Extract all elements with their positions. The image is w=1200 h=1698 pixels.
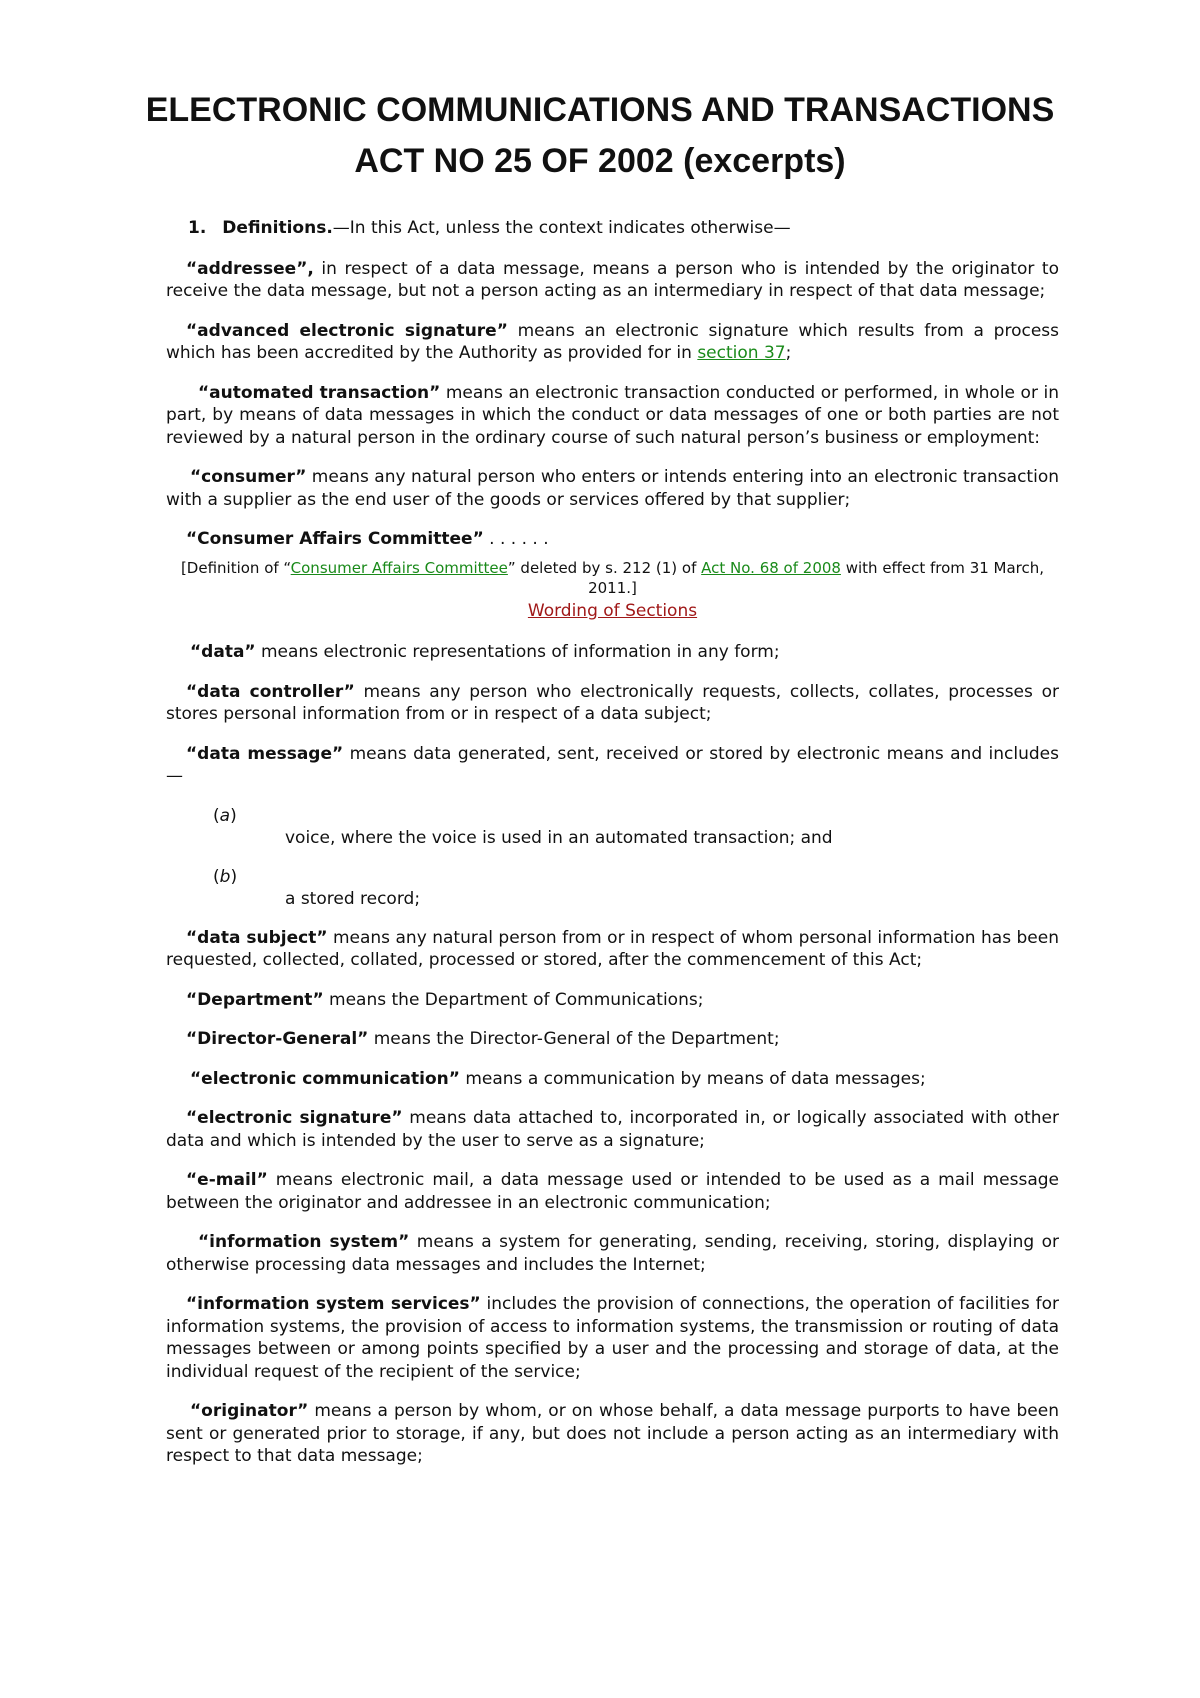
- definition-text: means the Department of Communications;: [323, 989, 704, 1010]
- definition-text: means an electronic transaction conducted or performed, in whole or in part, by means of data messages in which the conduct or data messages of one or both parties are not reviewed by a natural person in the ordinary course of such natural person’s business or employment:: [166, 382, 1059, 448]
- document-title: [0, 85, 1200, 187]
- term: “automated transaction”: [198, 382, 441, 403]
- term: “data subject”: [186, 927, 328, 948]
- note-open: [Definition of “: [180, 558, 291, 577]
- definition-text: means data generated, sent, received or stored by electronic means and includes—: [166, 743, 1059, 786]
- term: “data message”: [186, 743, 344, 764]
- definition-text: means electronic representations of information in any form;: [255, 642, 780, 662]
- definition-data-subject: [166, 927, 1059, 972]
- term: “e-mail”: [186, 1170, 268, 1190]
- wording-of-sections: [166, 600, 1059, 623]
- term: “Consumer Affairs Committee”: [186, 529, 484, 549]
- definition-text-end: ;: [785, 343, 792, 363]
- definition-text: means electronic mail, a data message used or intended to be used as a mail message between the originator and addressee in an electronic communication;: [166, 1170, 1059, 1213]
- term: “data controller”: [186, 681, 355, 702]
- list-item-label: (a): [213, 805, 237, 826]
- section-heading-text: Definitions.: [222, 218, 333, 238]
- section-intro: —In this Act, unless the context indicates otherwise—: [332, 218, 791, 238]
- section-number: 1.: [188, 218, 207, 238]
- definition-electronic-signature: [166, 1107, 1059, 1152]
- document-body: [166, 217, 1059, 1485]
- definition-text: includes the provision of connections, the operation of facilities for information systems, the provision of access to information systems, the transmission or routing of data messages between or among points specified by a user and the processing and storage of data, at the individual request of the recipient of the service;: [166, 1294, 1059, 1382]
- wording-of-sections-link[interactable]: Wording of Sections: [527, 600, 698, 621]
- definition-text: means data attached to, incorporated in, or logically associated with other data and which is intended by the user to serve as a signature;: [166, 1108, 1059, 1151]
- definition-director-general: [166, 1028, 1059, 1051]
- term: “electronic communication”: [190, 1068, 460, 1089]
- definition-data-message: [166, 743, 1059, 788]
- title-line-1: ELECTRONIC COMMUNICATIONS AND TRANSACTIONS: [145, 90, 1055, 129]
- list-item-text: voice, where the voice is used in an automated transaction; and: [285, 828, 833, 848]
- definition-text: means any person who electronically requests, collects, collates, processes or stores personal information from or in respect of a data subject;: [166, 681, 1059, 724]
- term: “data”: [190, 642, 256, 662]
- term: “advanced electronic signature”: [186, 320, 508, 341]
- definition-text: means the Director-General of the Department;: [368, 1029, 780, 1049]
- definition-originator: [166, 1400, 1059, 1468]
- term: “Director-General”: [186, 1029, 369, 1049]
- definition-data-controller: [166, 681, 1059, 726]
- definition-text: . . . . . .: [483, 529, 549, 549]
- act-68-of-2008-link[interactable]: Act No. 68 of 2008: [701, 558, 841, 577]
- definition-e-mail: [166, 1169, 1059, 1214]
- definition-text: means a communication by means of data messages;: [459, 1068, 926, 1089]
- definition-electronic-communication: [166, 1068, 1059, 1091]
- definition-data: [166, 641, 1059, 664]
- definition-addressee: [166, 258, 1059, 303]
- definition-consumer: [166, 466, 1059, 511]
- definition-text: means a system for generating, sending, receiving, storing, displaying or otherwise processing data messages and includes the Internet;: [166, 1232, 1059, 1275]
- definition-advanced-electronic-signature: [166, 320, 1059, 365]
- term: “consumer”: [190, 467, 307, 487]
- term: “information system”: [198, 1232, 410, 1252]
- consumer-affairs-committee-link[interactable]: Consumer Affairs Committee: [290, 558, 508, 577]
- term: “originator”: [190, 1401, 309, 1421]
- term: “information system services”: [186, 1294, 481, 1314]
- amendment-note: [166, 558, 1059, 598]
- term: “Department”: [186, 989, 324, 1010]
- definition-text: means an electronic signature which results from a process which has been accredited by the Authority as provided for in: [166, 320, 1059, 363]
- definition-text: in respect of a data message, means a person who is intended by the originator to receive the data message, but not a person acting as an intermediary in respect of that data message;: [166, 258, 1059, 301]
- definition-text: means a person by whom, or on whose behalf, a data message purports to have been sent or generated prior to storage, if any, but does not include a person acting as an intermediary with respect to that data message;: [166, 1401, 1059, 1466]
- definition-information-system: [166, 1231, 1059, 1276]
- list-item-text: a stored record;: [285, 889, 421, 909]
- note-mid: ” deleted by s. 212 (1) of: [507, 558, 702, 577]
- list-item-label: (b): [213, 866, 238, 887]
- section-heading: [166, 217, 1059, 240]
- title-line-2: ACT NO 25 OF 2002 (excerpts): [354, 141, 846, 180]
- definition-text: means any natural person who enters or intends entering into an electronic transaction with a supplier as the end user of the goods or services offered by that supplier;: [166, 467, 1059, 510]
- definition-department: [166, 989, 1059, 1012]
- section-37-link[interactable]: section 37: [697, 343, 786, 363]
- definition-automated-transaction: [166, 382, 1059, 450]
- definition-text: means any natural person from or in respect of whom personal information has been requested, collected, collated, processed or stored, after the commencement of this Act;: [166, 927, 1059, 970]
- note-close: with effect from 31 March, 2011.]: [588, 558, 1045, 597]
- definition-consumer-affairs-committee: [166, 528, 1059, 551]
- term: “addressee”,: [186, 258, 314, 279]
- definition-information-system-services: [166, 1293, 1059, 1383]
- term: “electronic signature”: [186, 1108, 403, 1128]
